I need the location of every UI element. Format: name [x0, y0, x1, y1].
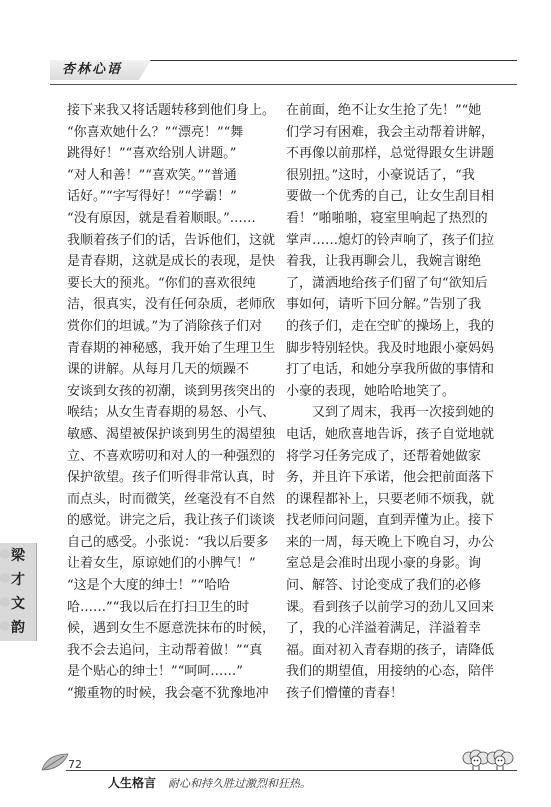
header-rule-bottom [50, 84, 517, 85]
text-line: 安谈到女孩的初潮，谈到男孩突出的 [67, 383, 276, 399]
left-column [67, 100, 291, 705]
text-line: 敏感、渴望被保护谈到男生的渴望独 [67, 426, 276, 442]
text-line: 保护欲望。孩子们听得非常认真，时 [67, 470, 276, 486]
text-line: “搬重物的时候，我会毫不犹豫地冲 [67, 686, 269, 702]
text-line: 洁，很真实，没有任何杂质，老师欣 [67, 297, 276, 313]
footer-rule [66, 770, 517, 771]
text-line: 脚步特别轻快。我及时地跟小豪妈妈 [286, 340, 495, 356]
text-line: 的课程都补上，只要老师不烦我，就 [286, 491, 495, 507]
text-line: 是个贴心的绅士！”“呵呵……” [67, 664, 243, 680]
text-line: 课的讲解。从每月几天的烦躁不 [67, 362, 250, 378]
text-line: 了，我的心洋溢着满足，洋溢着幸 [286, 621, 482, 637]
text-line: 们学习有困难，我会主动帮着讲解， [286, 124, 495, 140]
text-line: “对人和善！”“喜欢笑。”“普通 [67, 167, 237, 183]
text-line: 青春期的神秘感，我开始了生理卫生 [67, 340, 276, 356]
text-line: 事如何，请听下回分解。”告别了我 [286, 297, 482, 313]
text-line: 小豪的表现，她哈哈地笑了。 [286, 383, 456, 399]
text-line: 自己的感受。小张说：“我以后要多 [67, 534, 269, 550]
side-banner-char: 韵 [11, 620, 25, 636]
text-line: “没有原因，就是看着顺眼。”…… [67, 210, 256, 226]
text-line: 务，并且许下承诺，他会把前面落下 [286, 470, 495, 486]
text-line: 而点头，时而微笑，丝毫没有不自然 [67, 491, 276, 507]
text-line: 的孩子们，走在空旷的操场上，我的 [286, 318, 495, 334]
text-line: 要做一个优秀的自己，让女生刮目相 [286, 189, 495, 205]
text-line: 电话，她欣喜地告诉，孩子自觉地就 [286, 426, 495, 442]
text-line: 接下来我又将话题转移到他们身上。 [67, 103, 276, 118]
text-line: 让着女生，原谅她们的小脾气！” [67, 556, 256, 572]
text-line: 立、不喜欢唠叨和对人的一种强烈的 [67, 448, 276, 464]
motto-label: 人生格言 [108, 776, 157, 790]
text-line: 要长大的预兆。“你们的喜欢很纯 [67, 275, 256, 291]
text-line: 着我，让我再聊会儿，我婉言谢绝 [286, 254, 482, 270]
text-line: “你喜欢她什么？”“漂亮！”“舞 [67, 124, 244, 140]
text-line: 室总是会准时出现小豪的身影。询 [286, 556, 482, 572]
text-line: 候，遇到女生不愿意洗抹布的时候， [67, 621, 276, 637]
side-banner-char: 梁 [11, 548, 25, 564]
page-number: 72 [68, 758, 82, 771]
text-line: 很别扭。”这时，小豪说话了，“我 [286, 167, 475, 183]
text-line: 将学习任务完成了，还帮着她做家 [286, 448, 482, 464]
side-banner [0, 543, 37, 641]
text-line: 了，潇洒地给孩子们留了句“欲知后 [286, 275, 488, 291]
text-line: 跳得好！”“喜欢给别人讲题。” [67, 146, 237, 162]
text-line: 我顺着孩子们的话，告诉他们，这就 [67, 232, 276, 248]
text-line: 喉结；从女生青春期的易怒、小气、 [67, 405, 276, 421]
text-line: 又到了周末，我再一次接到她的 [312, 405, 495, 421]
side-banner-char: 文 [11, 596, 25, 612]
text-line: 掌声……熄灯的铃声响了，孩子们拉 [286, 232, 495, 248]
text-line: 看！”啪啪啪，寝室里响起了热烈的 [286, 210, 488, 226]
text-line: 孩子们懵懂的青春！ [286, 686, 404, 702]
text-line: 课。看到孩子以前学习的劲儿又回来 [286, 599, 495, 615]
text-line: 不再像以前那样，总觉得跟女生讲题 [286, 146, 495, 162]
text-line: 问、解答、讨论变成了我们的必修 [286, 578, 482, 594]
text-line: 来的一周，每天晚上下晚自习，办公 [286, 534, 495, 550]
cartoon-sheep-icon [459, 748, 515, 772]
text-line: 赏你们的坦诚。”为了消除孩子们对 [67, 318, 263, 334]
text-line: 我们的期望值，用接纳的心态，陪伴 [286, 664, 495, 680]
section-title: 杏林心语 [62, 62, 123, 77]
leaf-icon [40, 752, 70, 772]
text-line: 找老师问问题，直到弄懂为止。接下 [286, 513, 495, 529]
text-line: 是青春期，这就是成长的表现，是快 [67, 254, 276, 270]
text-line: 福。面对初入青春期的孩子，请降低 [286, 642, 495, 658]
text-line: 在前面，绝不让女生抢了先！”“她 [286, 103, 482, 118]
text-line: 的感觉。讲完之后，我让孩子们谈谈 [67, 513, 276, 529]
side-banner-char: 才 [11, 572, 25, 588]
text-line: 打了电话，和她分享我所做的事情和 [286, 362, 495, 378]
text-line: 我不会去追问，主动帮着做！”“真 [67, 642, 263, 658]
text-line: 哈……”“我以后在打扫卫生的时 [67, 599, 250, 615]
text-line: “这是个大度的绅士！”“哈哈 [67, 578, 230, 594]
motto-text: 耐心和持久胜过激烈和狂热。 [168, 777, 311, 790]
right-column [286, 100, 510, 705]
text-line: 话好。”“字写得好！”“学霸！” [67, 189, 237, 205]
